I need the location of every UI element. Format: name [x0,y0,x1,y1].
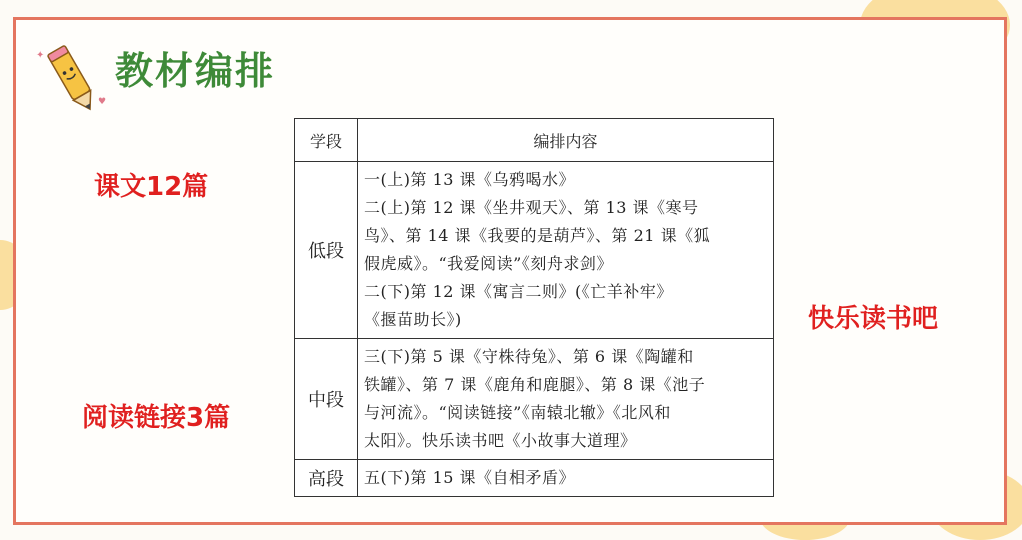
curriculum-table [294,118,774,497]
content-cell [358,339,774,460]
content-line: 假虎威》。“我爱阅读”《刻舟求剑》 [364,254,613,273]
content-line: 二(下)第 12 课《寓言二则》(《亡羊补牢》 [364,282,673,301]
content-line: 《揠苗助长》) [364,310,462,329]
svg-text:♥: ♥ [98,97,107,107]
content-line: 铁罐》、第 7 课《鹿角和鹿腿》、第 8 课《池子 [364,375,706,394]
label-happy-reading: 快乐读书吧 [808,304,939,334]
stage-cell: 低段 [295,162,358,339]
content-line: 一(上)第 13 课《乌鸦喝水》 [364,170,576,189]
stage-cell: 中段 [295,339,358,460]
pencil-mascot-icon [32,38,112,118]
content-cell [358,162,774,339]
content-line: 鸟》、第 14 课《我要的是葫芦》、第 21 课《狐 [364,226,711,245]
content-line: 五(下)第 15 课《自相矛盾》 [364,468,576,487]
table-header-row [295,119,774,162]
page-title: 教材编排 [115,49,276,93]
label-lessons-count: 课文12篇 [94,172,209,202]
svg-text:✦: ✦ [36,50,45,61]
table-row-mid-stage [295,339,774,460]
header-stage: 学段 [295,119,358,162]
table-row-low-stage [295,162,774,339]
label-reading-links-count: 阅读链接3篇 [82,403,231,433]
header-content: 编排内容 [358,119,774,162]
stage-cell: 高段 [295,460,358,497]
content-line: 太阳》。快乐读书吧《小故事大道理》 [364,431,637,450]
content-line: 二(上)第 12 课《坐井观天》、第 13 课《寒号 [364,198,699,217]
content-line: 三(下)第 5 课《守株待兔》、第 6 课《陶罐和 [364,347,694,366]
content-cell [358,460,774,497]
content-line: 与河流》。“阅读链接”《南辕北辙》《北风和 [364,403,671,422]
table-row-high-stage [295,460,774,497]
